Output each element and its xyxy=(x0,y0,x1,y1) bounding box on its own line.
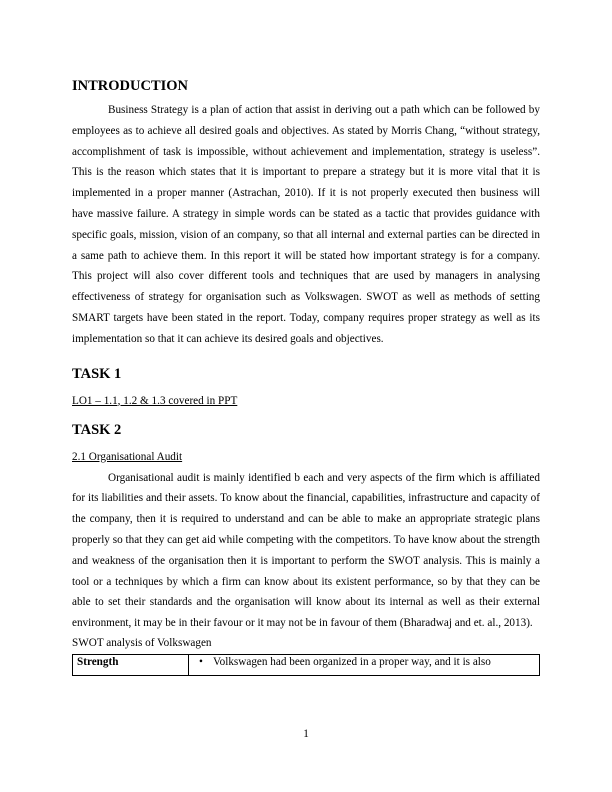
task2-heading: TASK 2 xyxy=(72,421,122,438)
swot-row-label: Strength xyxy=(73,654,189,675)
table-row xyxy=(73,654,540,675)
page-number: 1 xyxy=(303,728,309,740)
bullet-icon: • xyxy=(199,655,203,668)
task2-subheading: 2.1 Organisational Audit xyxy=(72,450,183,463)
document-page xyxy=(72,76,540,676)
swot-row-content xyxy=(189,654,540,675)
introduction-paragraph: Business Strategy is a plan of action that assist in deriving out a path which can be followed by employees as to achieve all desired goals and objectives. As stated by Morris Chang, “without strategy, accomplishment of task is impossible, without achievement and implementation, strategy is useless”. This is the reason which states that it is important to prepare a strategy but it is more vital that it is implemented in a proper manner (Astrachan, 2010). If it is not properly executed then business will have massive failure. A strategy in simple words can be stated as a tactic that provides guidance with specific goals, mission, vision of an company, so that all internal and external parties can be directed in a same path to achieve them. In this report it will be stated how important strategy is for a company. This project will also cover different tools and techniques that are used by managers in analysing effectiveness of strategy for organisation such as Volkswagen. SWOT as well as methods of setting SMART targets have been stated in the report. Today, company requires proper strategy as well as its implementation so that it can achieve its desired goals and objectives. xyxy=(72,104,540,345)
swot-table xyxy=(72,654,540,676)
swot-row-text: Volkswagen had been organized in a proper way, and it is also xyxy=(213,655,491,668)
swot-caption: SWOT analysis of Volkswagen xyxy=(72,636,212,649)
introduction-heading: INTRODUCTION xyxy=(72,78,189,94)
task1-heading: TASK 1 xyxy=(72,365,122,382)
task1-note: LO1 – 1.1, 1.2 & 1.3 covered in PPT xyxy=(72,394,238,407)
task2-paragraph: Organisational audit is mainly identified b each and very aspects of the firm which is affiliated for its liabilities and their assets. To know about the financial, capabilities, infrastructure and capacity of the company, then it is required to understand and can be able to make an appropriate strategic plans properly so that they can get aid while competing with the competitors. To have know about the strength and weakness of the organisation then it is important to perform the SWOT analysis. This is mainly a tool or a techniques by which a firm can know about its existent performance, so by that they can be able to set their standards and the organisation will know about its internal as well as their external environment, it may be in their favour or it may not be in favour of them (Bharadwaj and et. al., 2013). xyxy=(72,471,540,630)
